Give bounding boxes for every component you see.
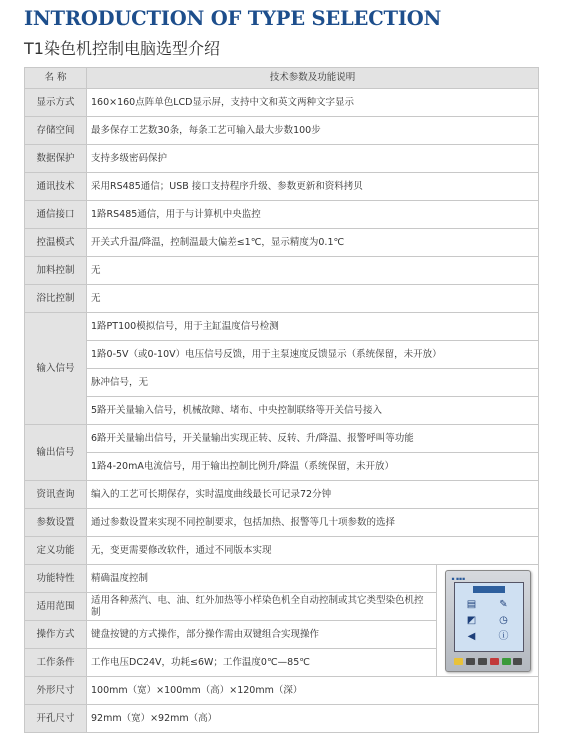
device-brand: ▪ ▪▪▪	[451, 576, 466, 582]
row-name: 定义功能	[25, 537, 87, 565]
table-row	[25, 453, 539, 481]
row-name: 控温模式	[25, 229, 87, 257]
table-row	[25, 481, 539, 509]
row-value: 脉冲信号，无	[87, 369, 539, 397]
table-row	[25, 509, 539, 537]
table-row	[25, 145, 539, 173]
row-value: 适用各种蒸汽、电、油、红外加热等小样染色机全自动控制或其它类型染色机控制	[87, 593, 437, 621]
row-value: 精确温度控制	[87, 565, 437, 593]
row-value: 1路RS485通信，用于与计算机中央监控	[87, 201, 539, 229]
row-name: 显示方式	[25, 89, 87, 117]
row-name: 数据保护	[25, 145, 87, 173]
document-icon: ▤	[466, 598, 477, 610]
device-key	[478, 658, 487, 665]
row-value: 键盘按键的方式操作，部分操作需由双键组合实现操作	[87, 621, 437, 649]
row-name: 资讯查询	[25, 481, 87, 509]
chart-icon: ◩	[466, 614, 477, 626]
device-key	[466, 658, 475, 665]
row-name: 外形尺寸	[25, 677, 87, 705]
table-row	[25, 705, 539, 733]
row-name: 加料控制	[25, 257, 87, 285]
row-name: 浴比控制	[25, 285, 87, 313]
row-value: 无	[87, 285, 539, 313]
title-chinese: T1染色机控制电脑选型介绍	[24, 39, 220, 58]
row-name: 输入信号	[25, 313, 87, 425]
row-value: 通过参数设置来实现不同控制要求，包括加热、报警等几十项参数的选择	[87, 509, 539, 537]
device-screen	[454, 582, 524, 652]
title-english: INTRODUCTION OF TYPE SELECTION	[24, 7, 442, 30]
device-key	[513, 658, 522, 665]
device-key	[454, 658, 463, 665]
row-value: 编入的工艺可长期保存，实时温度曲线最长可记录72分钟	[87, 481, 539, 509]
row-name: 输出信号	[25, 425, 87, 481]
table-row	[25, 285, 539, 313]
row-value: 100mm（宽）×100mm（高）×120mm（深）	[87, 677, 539, 705]
row-value: 6路开关量输出信号，开关量输出实现正转、反转、升/降温、报警呼叫等功能	[87, 425, 539, 453]
tools-icon: ✎	[499, 598, 508, 610]
screen-title-bar	[473, 586, 505, 593]
row-value: 无，变更需要修改软件，通过不同版本实现	[87, 537, 539, 565]
speaker-icon: ◀	[467, 630, 476, 642]
controller-device-image	[445, 570, 531, 672]
row-name: 存储空间	[25, 117, 87, 145]
device-key	[490, 658, 499, 665]
table-row	[25, 117, 539, 145]
table-row	[25, 677, 539, 705]
device-image-cell	[437, 565, 539, 677]
row-value: 92mm（宽）×92mm（高）	[87, 705, 539, 733]
spec-table	[24, 67, 539, 733]
row-name: 参数设置	[25, 509, 87, 537]
row-name: 通讯技术	[25, 173, 87, 201]
table-row	[25, 369, 539, 397]
row-name: 开孔尺寸	[25, 705, 87, 733]
row-value: 工作电压DC24V，功耗≤6W；工作温度0℃—85℃	[87, 649, 437, 677]
row-name: 工作条件	[25, 649, 87, 677]
row-value: 5路开关量输入信号，机械故障、堵布、中央控制联络等开关信号接入	[87, 397, 539, 425]
device-key	[502, 658, 511, 665]
table-row	[25, 229, 539, 257]
table-row	[25, 173, 539, 201]
row-name: 功能特性	[25, 565, 87, 593]
info-icon: ⓘ	[498, 630, 509, 642]
table-row	[25, 257, 539, 285]
header-desc: 技术参数及功能说明	[87, 68, 539, 89]
row-value: 采用RS485通信；USB 接口支持程序升级、参数更新和资料拷贝	[87, 173, 539, 201]
table-row	[25, 89, 539, 117]
row-value: 最多保存工艺数30条，每条工艺可输入最大步数100步	[87, 117, 539, 145]
row-name: 通信接口	[25, 201, 87, 229]
device-keypad	[454, 658, 522, 666]
table-row	[25, 201, 539, 229]
table-row	[25, 565, 539, 593]
clock-icon: ◷	[499, 614, 508, 626]
header-name: 名 称	[25, 68, 87, 89]
table-row	[25, 397, 539, 425]
row-value: 160×160点阵单色LCD显示屏，支持中文和英文两种文字显示	[87, 89, 539, 117]
row-value: 开关式升温/降温，控制温最大偏差≤1℃，显示精度为0.1℃	[87, 229, 539, 257]
table-header-row	[25, 68, 539, 89]
table-row	[25, 341, 539, 369]
table-row	[25, 537, 539, 565]
row-name: 适用范围	[25, 593, 87, 621]
row-value: 无	[87, 257, 539, 285]
row-value: 1路0-5V（或0-10V）电压信号反馈，用于主泵速度反馈显示（系统保留，未开放）	[87, 341, 539, 369]
row-value: 1路PT100模拟信号，用于主缸温度信号检测	[87, 313, 539, 341]
row-value: 支持多级密码保护	[87, 145, 539, 173]
table-row	[25, 425, 539, 453]
row-value: 1路4-20mA电流信号，用于输出控制比例升/降温（系统保留，未开放）	[87, 453, 539, 481]
table-row	[25, 313, 539, 341]
row-name: 操作方式	[25, 621, 87, 649]
